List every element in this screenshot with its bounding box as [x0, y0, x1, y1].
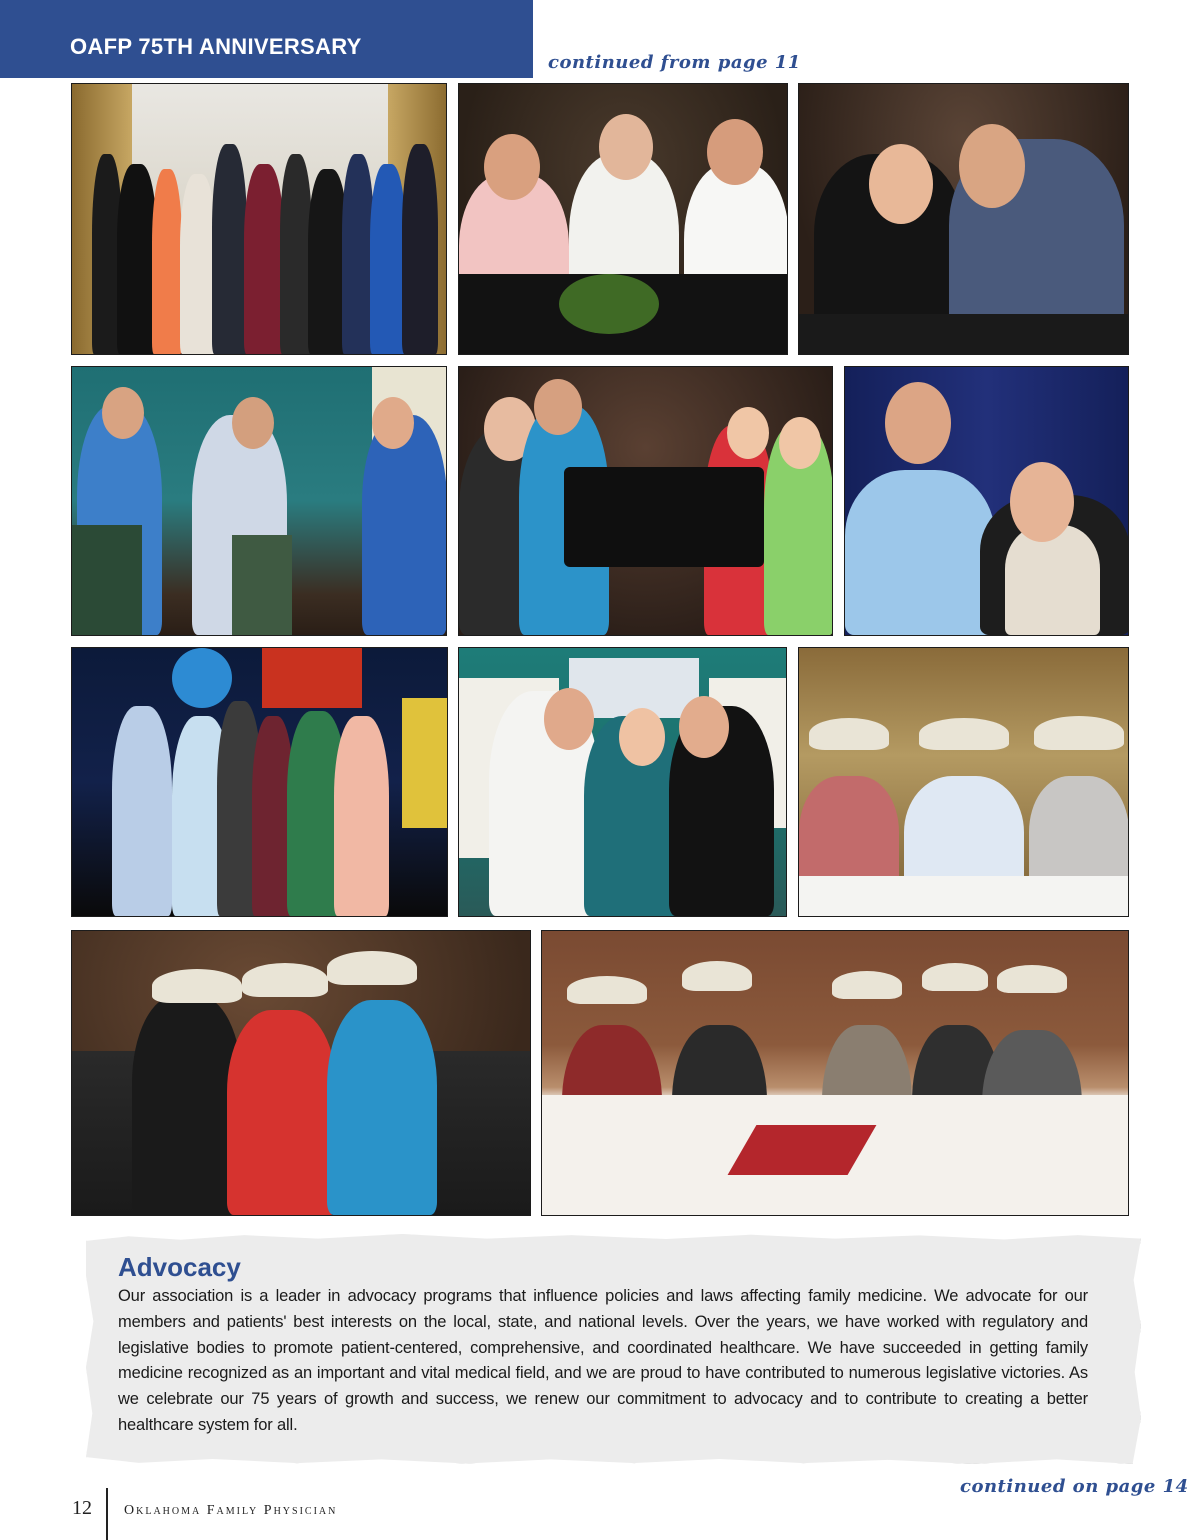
- photo-three-men-cowboy-hats-seated: [798, 647, 1129, 917]
- photo-family-at-restaurant-table: [458, 366, 833, 636]
- continued-from-note: continued from page 11: [548, 52, 801, 73]
- photo-banquet-table-cowboy-hats: [541, 930, 1129, 1216]
- photo-trio-at-merck-booth: [458, 647, 787, 917]
- photo-trio-at-table: [458, 83, 788, 355]
- footer-divider: [106, 1488, 108, 1540]
- photo-couple-at-dinner: [798, 83, 1129, 355]
- publication-title: Oklahoma Family Physician: [124, 1503, 338, 1518]
- photo-group-banquet-stage: [71, 83, 447, 355]
- advocacy-heading: Advocacy: [118, 1252, 241, 1282]
- continued-on-note: continued on page 14: [960, 1476, 1189, 1497]
- photo-group-at-arcade: [71, 647, 448, 917]
- page-number: 12: [72, 1497, 92, 1519]
- advocacy-body-text: Our association is a leader in advocacy programs that influence policies and laws affecting family medicine. We advocate for our members and patients' best interests on the local, state, and national levels. Over the years, we have worked with regulatory and legislative bodies to promote patient-centered, comprehensive, and coordinated healthcare. We have succeeded in getting family medicine recognized as an important and vital medical field, and we are proud to have contributed to numerous legislative victories. As we celebrate our 75 years of growth and success, we renew our commitment to advocacy and to contribute to creating a better healthcare system for all.: [118, 1287, 1088, 1434]
- photo-three-men-cowboy-hats-standing: [71, 930, 531, 1216]
- photo-couple-blue-backdrop: [844, 366, 1129, 636]
- page-section-title: OAFP 75TH ANNIVERSARY: [70, 34, 362, 59]
- photo-exhibit-hall-attendees: [71, 366, 447, 636]
